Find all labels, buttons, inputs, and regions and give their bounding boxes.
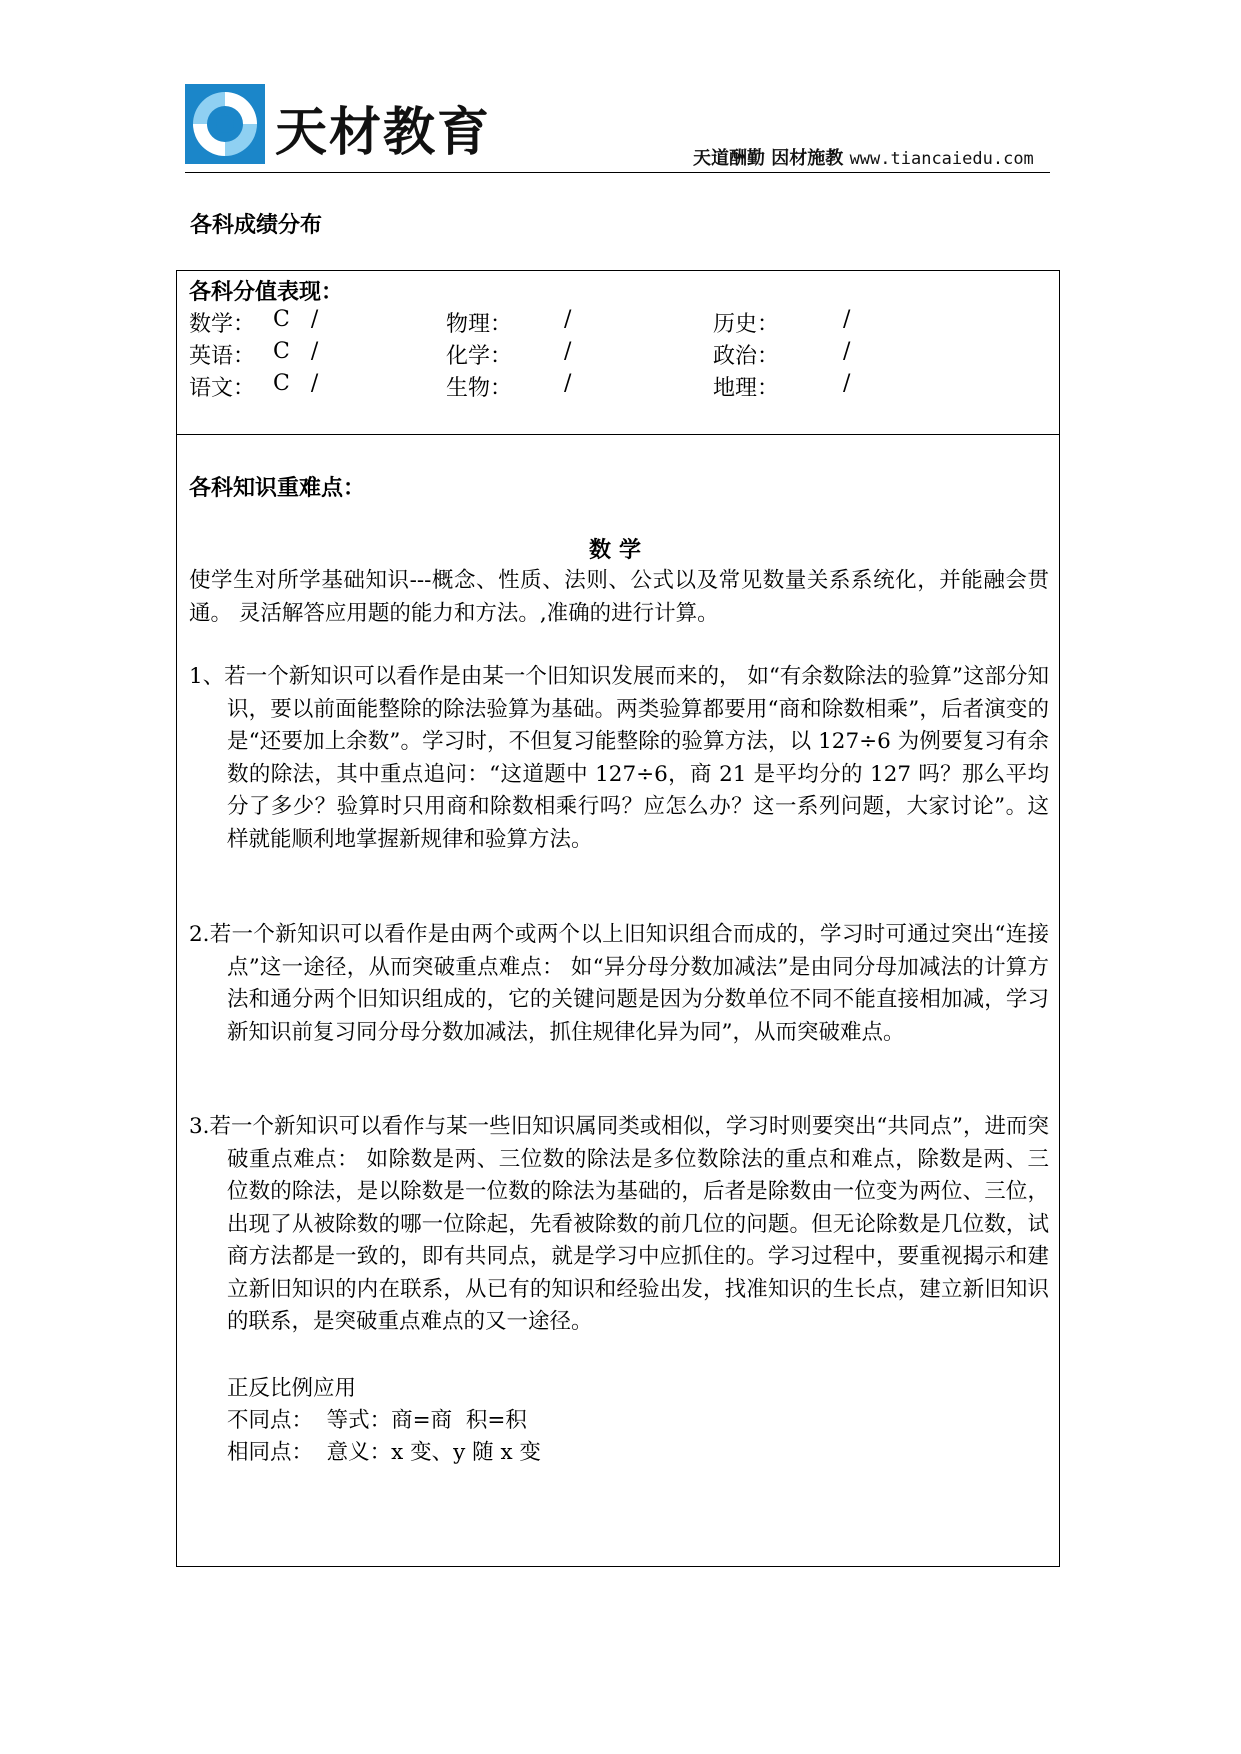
point-item-3: 3.若一个新知识可以看作与某一些旧知识属同类或相似，学习时则要突出“共同点”，进而突破重点难点： 如除数是两、三位数的除法是多位数除法的重点和难点，除数是两、三位数的除法，是以除数是一位数的除法为基础的，后者是除数由一位变为两位、三位，出现了从被除数的哪一位除起，先看被除数的前几位的问题。但无论除数是几位数，试商方法都是一致的，即有共同点，就是学习中应抓住的。学习过程中，要重视揭示和建立新旧知识的内在联系，从已有的知识和经验出发，找准知识的生长点，建立新旧知识的联系，是突破重点难点的又一途径。 <box>189 1114 1049 1334</box>
slogan-text: 天道酬勤 因材施教 <box>693 148 844 169</box>
proportion-title: 正反比例应用 <box>227 1376 357 1401</box>
page-title: 各科成绩分布 <box>190 213 323 238</box>
scores-heading: 各科分值表现： <box>189 280 344 305</box>
subject-label: 数学： <box>189 312 256 337</box>
subject-value: C / <box>273 307 319 332</box>
similarity-line: 相同点： 意义：x 变、y 随 x 变 <box>227 1440 541 1465</box>
difference-line: 不同点： 等式：商=商 积=积 <box>227 1408 527 1433</box>
page-header <box>185 84 1085 174</box>
subject-value: C / <box>273 371 319 396</box>
subject-value: C / <box>273 339 319 364</box>
header-divider <box>185 172 1050 173</box>
subject-value: / <box>564 371 572 396</box>
point-item-1: 1、若一个新知识可以看作是由某一个旧知识发展而来的， 如“有余数除法的验算”这部分知识，要以前面能整除的除法验算为基础。两类验算都要用“商和除数相乘”，后者演变的是“还要加上余数”。学习时，不但复习能整除的验算方法，以 127÷6 为例要复习有余数的除法，其中重点追问：“这道题中 127÷6，商 21 是平均分的 127 吗？那么平均分了多少？验算时只用商和除数相乘行吗？应怎么办？这一系列问题，大家讨论”。这样就能顺利地掌握新规律和验算方法。 <box>189 664 1049 852</box>
subject-label: 化学： <box>446 344 513 369</box>
intro-paragraph: 使学生对所学基础知识---概念、性质、法则、公式以及常见数量关系系统化，并能融会贯通。 灵活解答应用题的能力和方法。,准确的进行计算。 <box>189 568 1049 626</box>
header-slogan <box>693 144 1034 170</box>
subject-label: 地理： <box>713 376 780 401</box>
subject-value: / <box>843 371 851 396</box>
subject-label: 生物： <box>446 376 513 401</box>
logo-text: 天材教育 <box>275 103 492 163</box>
subject-label: 语文： <box>189 376 256 401</box>
key-points-heading: 各科知识重难点： <box>189 476 366 501</box>
score-row <box>189 371 1049 401</box>
point-item-2: 2.若一个新知识可以看作是由两个或两个以上旧知识组合而成的，学习时可通过突出“连接点”这一途径，从而突破重点难点： 如“异分母分数加减法”是由同分母加减法的计算方法和通分两个旧知识组成的，它的关键问题是因为分数单位不同不能直接相加减，学习新知识前复习同分母分数加减法，抓住规律化异为同”，从而突破难点。 <box>189 922 1049 1045</box>
subject-value: / <box>843 307 851 332</box>
subject-label: 历史： <box>713 312 780 337</box>
subject-value: / <box>564 307 572 332</box>
subject-label: 政治： <box>713 344 780 369</box>
subject-value: / <box>564 339 572 364</box>
key-points-box <box>176 434 1060 1567</box>
subject-title: 数学 <box>588 538 649 563</box>
score-row <box>189 339 1049 369</box>
subject-label: 物理： <box>446 312 513 337</box>
subject-value: / <box>843 339 851 364</box>
tiancai-logo-icon <box>185 84 265 164</box>
subject-label: 英语： <box>189 344 256 369</box>
scores-box <box>176 270 1060 435</box>
website-url: www.tiancaiedu.com <box>849 149 1034 169</box>
score-row <box>189 307 1049 337</box>
